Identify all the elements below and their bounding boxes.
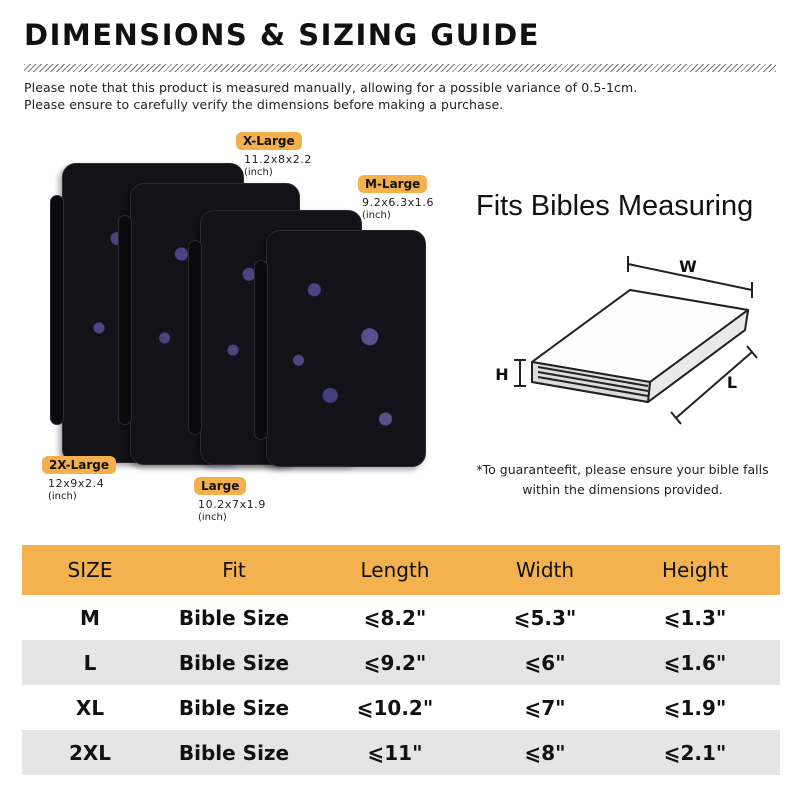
size-tag-m-large: M-Large: [358, 175, 427, 193]
table-row: [22, 730, 780, 775]
book-diagram: [490, 252, 760, 432]
size-table: [22, 545, 780, 775]
case-large: [266, 230, 426, 467]
case-handle: [188, 240, 202, 435]
fits-heading: Fits Bibles Measuring: [476, 190, 754, 222]
header-size: SIZE: [67, 558, 113, 582]
size-tag-2x-large: 2X-Large: [42, 456, 116, 474]
size-dims-m-large: [362, 196, 434, 222]
cell-height: ⩽1.6": [663, 650, 727, 675]
height-label: H: [495, 365, 509, 384]
cell-size: L: [83, 650, 97, 675]
cell-length: ⩽10.2": [356, 695, 434, 720]
table-header-row: [22, 545, 780, 595]
size-tag-large: Large: [194, 477, 246, 495]
case-handle: [50, 195, 64, 425]
fit-guarantee-note-cont: within the dimensions provided.: [522, 482, 723, 497]
measurement-note: Please note that this product is measured manually, allowing for a possible variance of 0.5-1cm.: [24, 80, 638, 95]
table-row: [22, 640, 780, 685]
size-dims-large: [198, 498, 266, 524]
cell-length: ⩽9.2": [363, 650, 427, 675]
book-icon: [532, 290, 748, 402]
table-row: [22, 685, 780, 730]
table-row: [22, 595, 780, 640]
cell-fit: Bible Size: [178, 740, 290, 765]
cell-size: XL: [75, 695, 105, 720]
cell-width: ⩽5.3": [513, 605, 577, 630]
height-dimension-line: [514, 360, 526, 386]
header-width: Width: [515, 558, 575, 582]
dims-unit: (inch): [198, 512, 227, 523]
cell-fit: Bible Size: [178, 695, 290, 720]
dims-unit: (inch): [244, 167, 273, 178]
cell-height: ⩽1.9": [663, 695, 727, 720]
case-handle: [118, 215, 132, 425]
dims-value: 11.2x8x2.2: [244, 153, 313, 166]
cell-width: ⩽7": [524, 695, 566, 720]
header-fit: Fit: [222, 558, 246, 582]
fit-guarantee-note: *To guaranteefit, please ensure your bible falls: [476, 462, 769, 477]
dims-value: 12x9x2.4: [48, 477, 105, 490]
length-label: L: [726, 373, 738, 392]
header-height: Height: [661, 558, 729, 582]
cell-size: M: [80, 605, 100, 630]
cell-height: ⩽1.3": [663, 605, 727, 630]
cell-width: ⩽8": [524, 740, 566, 765]
cell-height: ⩽2.1": [663, 740, 727, 765]
width-label: W: [679, 257, 697, 276]
cell-fit: Bible Size: [178, 650, 290, 675]
dims-value: 10.2x7x1.9: [198, 498, 267, 511]
title-divider: [24, 64, 776, 72]
dims-unit: (inch): [362, 210, 391, 221]
cell-fit: Bible Size: [178, 605, 290, 630]
cell-width: ⩽6": [524, 650, 566, 675]
header-length: Length: [360, 558, 430, 582]
cell-size: 2XL: [68, 740, 112, 765]
case-handle: [254, 260, 268, 440]
dims-value: 9.2x6.3x1.6: [362, 196, 435, 209]
cell-length: ⩽8.2": [363, 605, 427, 630]
size-dims-x-large: [244, 153, 312, 179]
cell-length: ⩽11": [367, 740, 423, 765]
size-dims-2x-large: [48, 477, 104, 503]
size-tag-x-large: X-Large: [236, 132, 302, 150]
page-title: DIMENSIONS & SIZING GUIDE: [24, 18, 540, 52]
dims-unit: (inch): [48, 491, 77, 502]
verify-note: Please ensure to carefully verify the dimensions before making a purchase.: [24, 97, 504, 112]
